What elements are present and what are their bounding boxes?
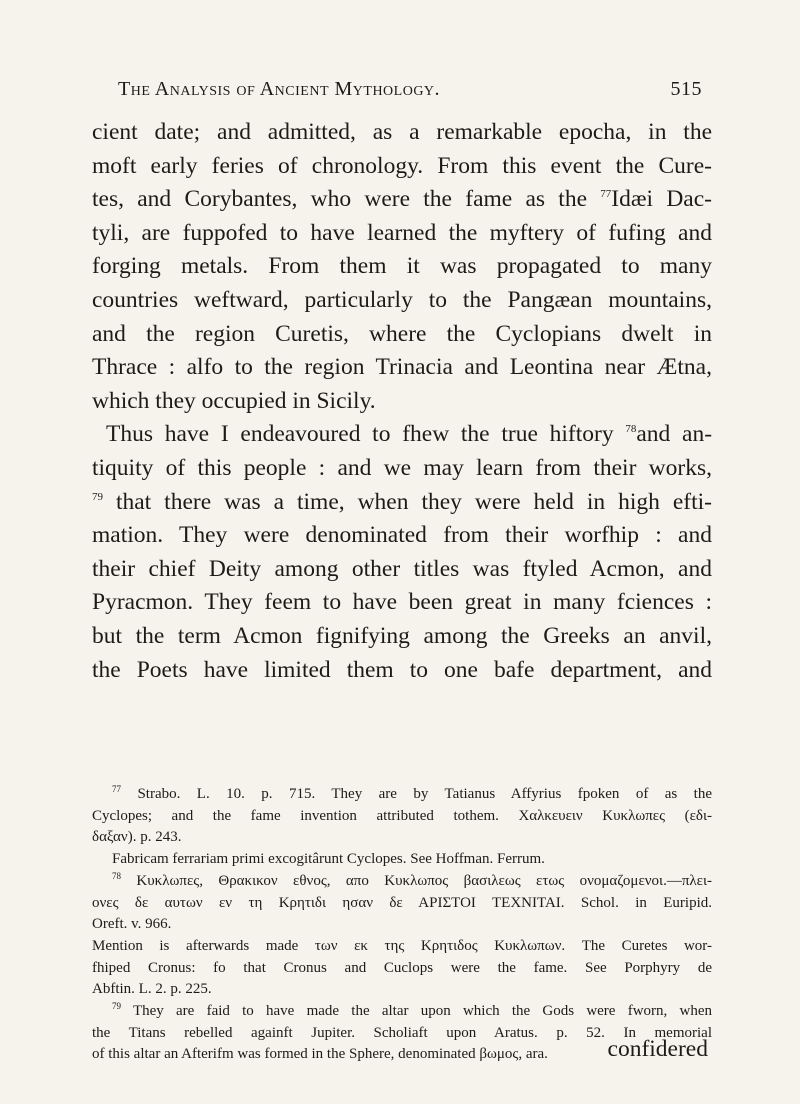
- footnote-line: Cyclopes; and the fame invention attributed tothem. Χαλκευειν Κυκλωπες (εδι-: [92, 807, 712, 824]
- footnote-line: [92, 871, 712, 893]
- text-line: and the region Curetis, where the Cyclopians dwelt in: [92, 320, 712, 347]
- text-line-part: that there was a time, when they were held in high efti-: [115, 488, 713, 515]
- footnote-number: 79: [112, 1001, 121, 1012]
- text-line-part: tes, and Corybantes, who were the fame as the: [92, 186, 588, 213]
- footnote-line: Abftin. L. 2. p. 225.: [92, 981, 212, 998]
- main-text: [92, 116, 712, 687]
- catchword: confidered: [607, 1036, 708, 1062]
- text-line: but the term Acmon fignifying among the Greeks an anvil,: [92, 622, 712, 649]
- text-line: tyli, are fuppofed to have learned the myftery of fufing and: [92, 219, 712, 246]
- footnote-line: fhiped Cronus: fo that Cronus and Cuclops were the fame. See Porphyry de: [92, 959, 712, 976]
- footnote-line: δαξαν). p. 243.: [92, 829, 182, 846]
- text-line: forging metals. From them it was propagated to many: [92, 253, 712, 280]
- text-line: Thrace : alfo to the region Trinacia and Leontina near Ætna,: [92, 354, 712, 381]
- text-line: the Poets have limited them to one bafe department, and: [92, 656, 712, 683]
- footnote-text: They are faid to have made the altar upon which the Gods were fworn, when: [132, 1003, 712, 1020]
- text-line: Pyracmon. They feem to have been great in many fciences :: [92, 589, 712, 616]
- footnote-ref: 77: [600, 188, 612, 201]
- page-number: 515: [670, 78, 702, 100]
- footnote-number: 78: [112, 870, 121, 881]
- text-line-part: and an-: [636, 421, 713, 448]
- text-line: cient date; and admitted, as a remarkable epocha, in the: [92, 119, 712, 145]
- footnote-text: Strabo. L. 10. p. 715. They are by Tatianus Affyrius fpoken of as the: [137, 786, 712, 802]
- text-line: countries weftward, particularly to the Pangæan mountains,: [92, 286, 712, 313]
- footnote-line: [92, 1001, 712, 1023]
- text-line: [92, 183, 712, 217]
- text-line: their chief Deity among other titles was ftyled Acmon, and: [92, 555, 712, 582]
- text-line-part: Idæi Dac-: [611, 186, 712, 213]
- footnote-line: ονες δε αυτων εν τη Κρητιδι ησαν δε ΑΡΙΣΤΟΙ ΤΕΧΝΙΤΑΙ. Schol. in Euripid.: [92, 894, 712, 911]
- footnote-text: Κυκλωπες, Θρακικον εθνος, απο Κυκλωπος βασιλεως ετως ονομαζομενοι.—πλει-: [136, 872, 713, 889]
- text-line: which they occupied in Sicily.: [92, 387, 376, 414]
- footnote-line: of this altar an Afterifm was formed in the Sphere, denominated βωμος, ara.: [92, 1046, 548, 1063]
- footnote-line: [92, 784, 712, 806]
- footnotes: [92, 784, 712, 1066]
- footnote-line: the Titans rebelled againft Jupiter. Scholiaft upon Aratus. p. 52. In memorial: [92, 1024, 712, 1041]
- footnote-ref: 78: [625, 423, 637, 436]
- footnote-line: Oreft. v. 966.: [92, 916, 172, 933]
- text-line: tiquity of this people : and we may learn from their works,: [92, 454, 712, 481]
- running-title: The Analysis of Ancient Mythology.: [118, 78, 441, 100]
- footnote-line: Fabricam ferrariam primi excogitârunt Cyclopes. See Hoffman. Ferrum.: [112, 851, 545, 868]
- text-line: [92, 418, 712, 452]
- text-line-part: Thus have I endeavoured to fhew the true hiftory: [106, 421, 614, 448]
- footnote-number: 77: [112, 784, 121, 794]
- text-line: [92, 486, 712, 520]
- text-line: moft early feries of chronology. From this event the Cure-: [92, 152, 712, 179]
- footnote-ref: 79: [92, 490, 103, 503]
- footnote-line: Mention is afterwards made των εκ της Κρητιδος Κυκλωπων. The Curetes wor-: [92, 937, 712, 954]
- text-line: mation. They were denominated from their worfhip : and: [92, 522, 712, 549]
